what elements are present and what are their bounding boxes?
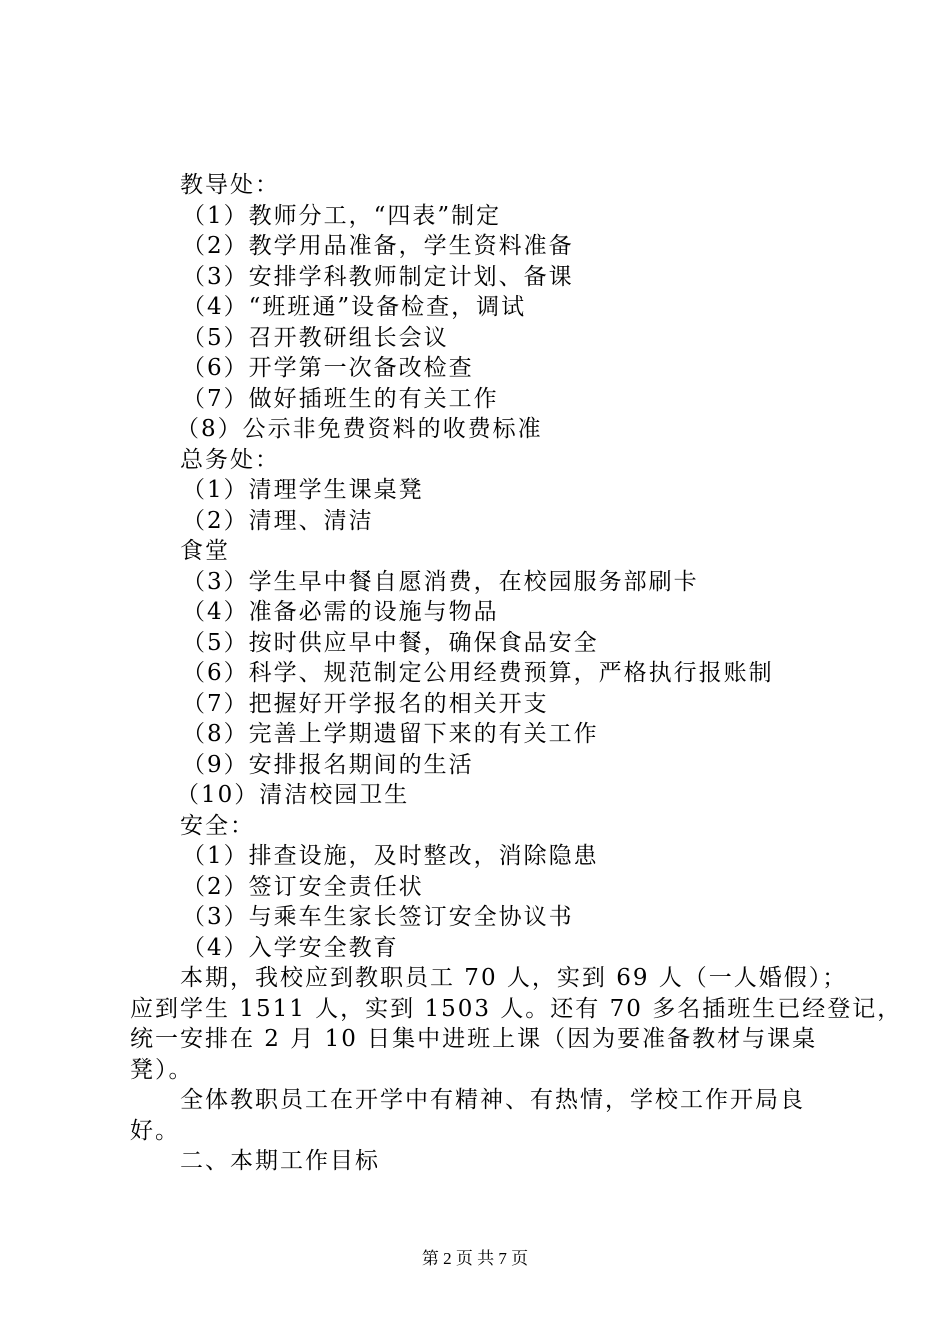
section-heading-anquan: 安全： <box>180 812 255 839</box>
list-item: （3）与乘车生家长签订安全协议书 <box>182 904 574 930</box>
paragraph-staff-line2: 应到学生 1511 人，实到 1503 人。还有 70 多名插班生已经登记， <box>130 995 903 1022</box>
list-item: （2）教学用品准备，学生资料准备 <box>182 233 574 259</box>
list-item: （5）按时供应早中餐，确保食品安全 <box>182 629 599 656</box>
list-item: （4）入学安全教育 <box>182 934 399 961</box>
list-item: （7）做好插班生的有关工作 <box>182 385 499 412</box>
list-item: （2）清理、清洁 <box>182 507 374 534</box>
list-item: （1）教师分工，“四表”制定 <box>182 202 502 229</box>
list-item: （6）开学第一次备改检查 <box>182 355 474 381</box>
list-item: （8）完善上学期遗留下来的有关工作 <box>182 721 599 747</box>
paragraph-staff-line4: 凳）。 <box>130 1056 194 1083</box>
paragraph-spirit-line2: 好。 <box>130 1117 180 1144</box>
section-heading-zongwu: 总务处： <box>180 446 280 473</box>
list-item: （4）“班班通”设备检查，调试 <box>182 294 527 320</box>
list-item: （3）学生早中餐自愿消费，在校园服务部刷卡 <box>182 568 699 595</box>
list-item: （4）准备必需的设施与物品 <box>182 599 499 625</box>
list-item: （2）签订安全责任状 <box>182 873 424 900</box>
list-item: （10）清洁校园卫生 <box>176 782 410 808</box>
list-item: （9）安排报名期间的生活 <box>182 751 474 778</box>
list-item: （5）召开教研组长会议 <box>182 324 449 351</box>
paragraph-spirit-line1: 全体教职员工在开学中有精神、有热情，学校工作开局良 <box>180 1087 805 1113</box>
paragraph-staff-line3: 统一安排在 2 月 10 日集中进班上课（因为要准备教材与课桌 <box>130 1026 818 1052</box>
list-item: （3）安排学科教师制定计划、备课 <box>182 263 574 290</box>
section2-heading: 二、本期工作目标 <box>180 1148 380 1174</box>
document-body <box>130 170 903 1177</box>
list-item: （1）排查设施，及时整改，消除隐患 <box>182 843 599 869</box>
list-item: （7）把握好开学报名的相关开支 <box>182 690 549 717</box>
subheading-canteen: 食堂 <box>180 538 230 564</box>
list-item: （8）公示非免费资料的收费标准 <box>176 416 543 442</box>
list-item: （1）清理学生课桌凳 <box>182 477 424 503</box>
page-footer: 第 2 页 共 7 页 <box>421 1249 529 1268</box>
list-item: （6）科学、规范制定公用经费预算，严格执行报账制 <box>182 660 774 686</box>
paragraph-staff-line1: 本期，我校应到教职员工 70 人，实到 69 人（一人婚假）； <box>180 965 848 991</box>
section-heading-jiaodao: 教导处： <box>180 172 280 198</box>
